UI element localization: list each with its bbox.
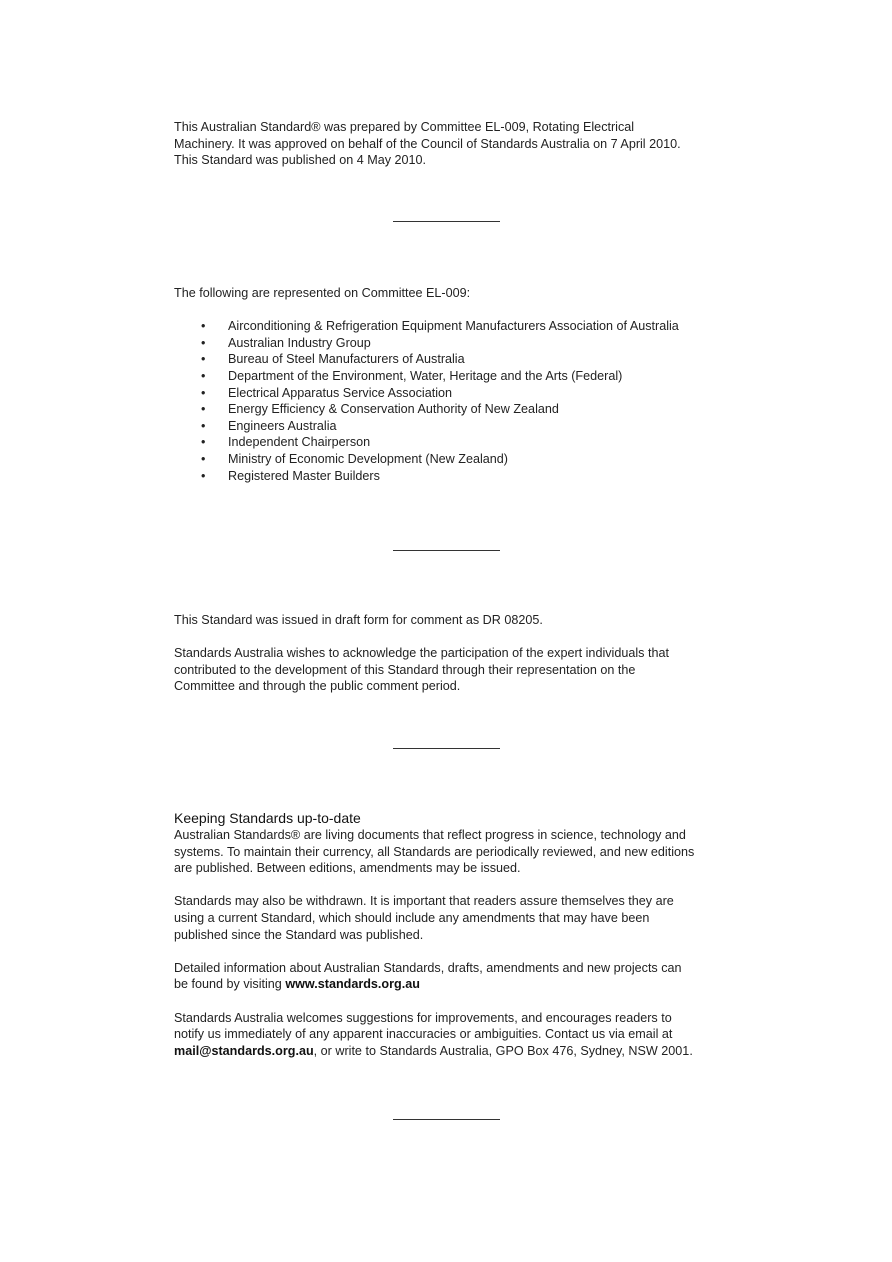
paragraph-line: Australian Standards® are living documents that reflect progress in science, technology and [174,828,686,842]
committee-member: • Registered Master Builders [174,468,734,485]
intro-line: This Standard was published on 4 May 2010. [174,153,427,168]
acknowledgement-line: contributed to the development of this Standard through their representation on the [174,662,636,677]
section-divider [393,748,500,749]
paragraph-line: systems. To maintain their currency, all Standards are periodically reviewed, and new editions [174,844,695,859]
committee-member: • Department of the Environment, Water, Heritage and the Arts (Federal) [174,368,734,385]
intro-paragraph [174,119,734,169]
paragraph-line: Standards Australia welcomes suggestions for improvements, and encourages readers to [174,1010,672,1025]
paragraph-line [174,976,734,993]
website-link[interactable]: www.standards.org.au [285,977,420,992]
email-link[interactable]: mail@standards.org.au [174,1043,314,1058]
section-divider [393,221,500,222]
committee-member: • Engineers Australia [174,418,734,435]
committee-section [174,285,734,484]
committee-member: • Independent Chairperson [174,434,734,451]
acknowledgement-line: Standards Australia wishes to acknowledge the participation of the expert individuals that [174,646,669,661]
paragraph-text: , or write to Standards Australia, GPO Box 476, Sydney, NSW 2001. [313,1043,693,1058]
paragraph-line [174,1043,734,1060]
committee-member-list [174,318,734,484]
paragraph-line: using a current Standard, which should include any amendments that may have been [174,910,650,925]
paragraph-line: notify us immediately of any apparent inaccuracies or ambiguities. Contact us via email at [174,1027,673,1042]
intro-line: Machinery. It was approved on behalf of the Council of Standards Australia on 7 April 2010. [174,136,681,151]
committee-member: • Australian Industry Group [174,335,734,352]
committee-member: • Airconditioning & Refrigeration Equipment Manufacturers Association of Australia [174,318,734,335]
committee-member: • Ministry of Economic Development (New Zealand) [174,451,734,468]
paragraph-line: Detailed information about Australian Standards, drafts, amendments and new projects can [174,960,682,975]
paragraph-line: published since the Standard was published. [174,927,424,942]
committee-member: • Energy Efficiency & Conservation Authority of New Zealand [174,401,734,418]
paragraph-line: are published. Between editions, amendments may be issued. [174,861,521,876]
section-divider [393,1119,500,1120]
acknowledgement-line: Committee and through the public comment period. [174,679,461,694]
up-to-date-section [174,809,734,1059]
committee-member: • Electrical Apparatus Service Association [174,385,734,402]
committee-member: • Bureau of Steel Manufacturers of Australia [174,351,734,368]
draft-issued-text: This Standard was issued in draft form for comment as DR 08205. [174,613,543,627]
section-title: Keeping Standards up-to-date [174,810,361,826]
intro-line: This Australian Standard® was prepared by Committee EL-009, Rotating Electrical [174,120,635,134]
draft-section [174,612,734,695]
section-divider [393,550,500,551]
committee-heading: The following are represented on Committee EL-009: [174,286,471,300]
paragraph-line: Standards may also be withdrawn. It is important that readers assure themselves they are [174,894,674,909]
paragraph-text: be found by visiting [174,977,286,992]
